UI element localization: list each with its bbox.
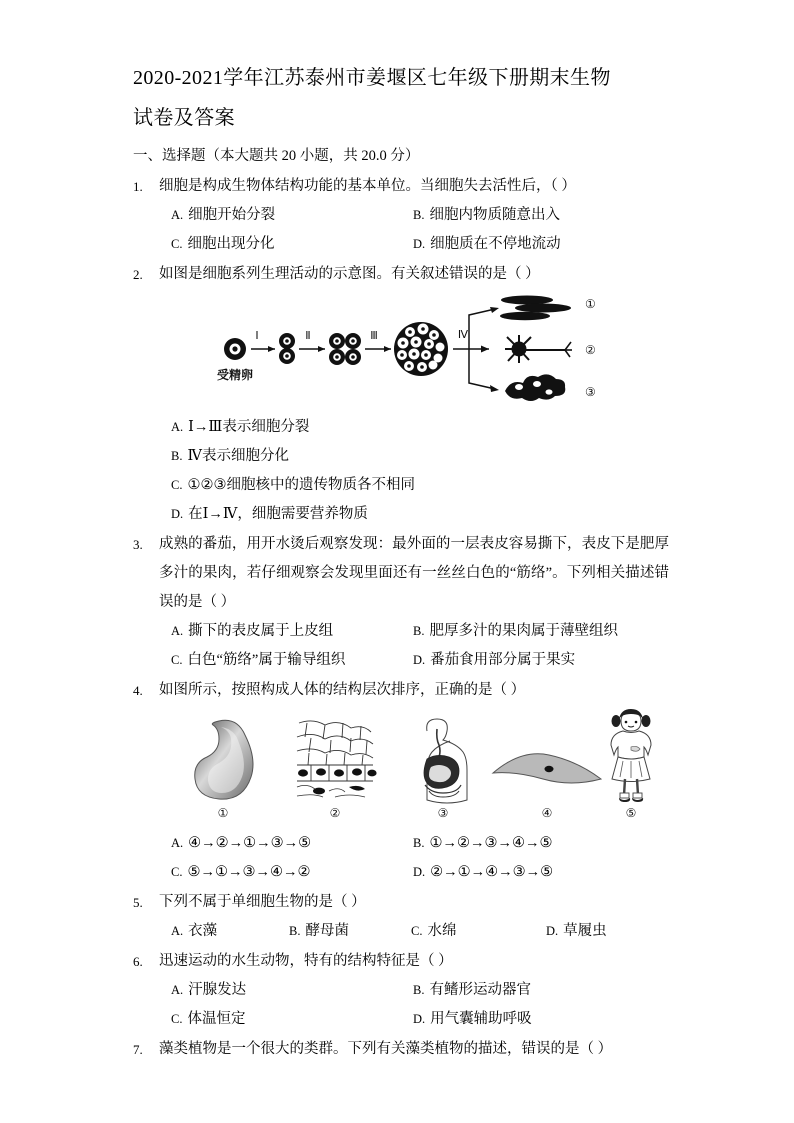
option-row bbox=[171, 917, 669, 946]
question-1 bbox=[133, 172, 669, 259]
option-text: Ⅰ→Ⅲ表示细胞分裂 bbox=[188, 419, 310, 435]
option-label: B. bbox=[413, 208, 425, 222]
option-label: B. bbox=[413, 836, 425, 850]
section-heading: 一、选择题（本大题共 20 小题，共 20.0 分） bbox=[133, 148, 420, 164]
option-d[interactable] bbox=[171, 500, 368, 529]
option-a[interactable] bbox=[171, 617, 333, 646]
option-label: C. bbox=[171, 653, 183, 667]
page-title-line-2: 试卷及答案 bbox=[133, 107, 235, 129]
option-label: A. bbox=[171, 924, 184, 938]
option-row bbox=[171, 500, 669, 529]
muscle-cells-icon bbox=[500, 296, 571, 321]
option-label: B. bbox=[289, 924, 301, 938]
option-row bbox=[171, 230, 669, 259]
option-label: C. bbox=[171, 1012, 183, 1026]
label-circle-3: ③ bbox=[585, 385, 596, 399]
option-label: B. bbox=[413, 624, 425, 638]
question-number: 3. bbox=[133, 537, 143, 552]
label-circle-1: ① bbox=[585, 297, 596, 311]
option-a[interactable] bbox=[171, 413, 309, 442]
nerve-cell-icon bbox=[505, 335, 572, 363]
option-c[interactable] bbox=[171, 1005, 245, 1034]
option-row bbox=[171, 442, 669, 471]
question-number: 4. bbox=[133, 683, 143, 698]
option-b[interactable] bbox=[413, 617, 618, 646]
option-row bbox=[171, 413, 669, 442]
option-label: A. bbox=[171, 983, 184, 997]
option-a[interactable] bbox=[171, 829, 311, 858]
option-c[interactable] bbox=[171, 230, 274, 259]
option-b[interactable] bbox=[413, 976, 531, 1005]
option-row bbox=[171, 201, 669, 230]
question-2 bbox=[133, 260, 669, 529]
two-cell-stage bbox=[279, 333, 295, 364]
option-text: 细胞质在不停地流动 bbox=[430, 236, 561, 252]
svg-text:Ⅲ: Ⅲ bbox=[370, 330, 378, 342]
option-text: 汗腺发达 bbox=[188, 982, 247, 998]
epithelial-cells-icon bbox=[505, 374, 565, 401]
zygote-cell bbox=[224, 338, 246, 360]
option-list bbox=[171, 829, 669, 887]
cell-mass-stage bbox=[394, 322, 448, 376]
arrow-stage-2 bbox=[299, 346, 325, 352]
option-text: 细胞内物质随意出入 bbox=[429, 207, 560, 223]
option-text: 白色“筋络”属于输导组织 bbox=[187, 652, 346, 668]
option-label: C. bbox=[171, 865, 183, 879]
option-text: ④→②→①→③→⑤ bbox=[188, 835, 312, 851]
option-row bbox=[171, 976, 669, 1005]
label-circle-5: ⑤ bbox=[625, 806, 637, 820]
option-text: 撕下的表皮属于上皮组 bbox=[188, 623, 334, 639]
option-d[interactable] bbox=[546, 917, 607, 946]
label-circle-1: ① bbox=[217, 806, 229, 820]
option-row bbox=[171, 617, 669, 646]
question-stem: 成熟的番茄，用开水烫后观察发现：最外面的一层表皮容易撕下，表皮下是肥厚多汁的果肉，若仔细观察会发现里面还有一丝丝白色的“筋络”。下列相关描述错误的是（ ） bbox=[159, 536, 669, 610]
option-row bbox=[171, 829, 669, 858]
option-label: D. bbox=[413, 237, 426, 251]
option-text: 有鳍形运动器官 bbox=[429, 982, 531, 998]
svg-text:Ⅱ: Ⅱ bbox=[305, 330, 311, 342]
option-label: D. bbox=[171, 507, 184, 521]
option-text: ①→②→③→④→⑤ bbox=[429, 835, 553, 851]
option-text: 细胞开始分裂 bbox=[188, 207, 276, 223]
question-stem: 下列不属于单细胞生物的是（ ） bbox=[159, 894, 366, 910]
option-label: D. bbox=[413, 1012, 426, 1026]
label-circle-4: ④ bbox=[541, 806, 553, 820]
option-d[interactable] bbox=[413, 646, 575, 675]
option-label: D. bbox=[413, 653, 426, 667]
option-text: 细胞出现分化 bbox=[187, 236, 275, 252]
option-d[interactable] bbox=[413, 230, 561, 259]
question-number: 1. bbox=[133, 179, 143, 194]
cell-division-differentiation-diagram bbox=[133, 291, 669, 409]
option-row bbox=[171, 471, 669, 500]
label-circle-2: ② bbox=[585, 343, 596, 357]
question-stem: 迅速运动的水生动物，特有的结构特征是（ ） bbox=[159, 953, 453, 969]
option-label: A. bbox=[171, 208, 184, 222]
question-stem: 如图所示，按照构成人体的结构层次排序，正确的是（ ） bbox=[159, 682, 526, 698]
single-cell-icon bbox=[493, 754, 601, 783]
question-stem: 藻类植物是一个很大的类群。下列有关藻类植物的描述，错误的是（ ） bbox=[159, 1041, 613, 1057]
question-number: 2. bbox=[133, 267, 143, 282]
option-list bbox=[171, 201, 669, 259]
option-a[interactable] bbox=[171, 917, 217, 946]
option-text: 酵母菌 bbox=[305, 923, 349, 939]
question-number: 5. bbox=[133, 895, 143, 910]
option-b[interactable] bbox=[413, 829, 552, 858]
option-text: 衣藻 bbox=[188, 923, 218, 939]
digestive-system-icon bbox=[424, 719, 467, 803]
option-text: 体温恒定 bbox=[187, 1011, 246, 1027]
question-number: 7. bbox=[133, 1042, 143, 1057]
option-b[interactable] bbox=[413, 201, 560, 230]
question-3 bbox=[133, 530, 669, 675]
four-cell-stage bbox=[329, 333, 361, 365]
option-label: A. bbox=[171, 624, 184, 638]
option-c[interactable] bbox=[171, 471, 415, 500]
option-label: C. bbox=[171, 478, 183, 492]
question-4 bbox=[133, 676, 669, 887]
option-b[interactable] bbox=[171, 442, 289, 471]
option-text: ①②③细胞核中的遗传物质各不相同 bbox=[187, 477, 415, 493]
option-text: 草履虫 bbox=[563, 923, 607, 939]
option-row bbox=[171, 1005, 669, 1034]
label-circle-3: ③ bbox=[437, 806, 449, 820]
option-text: 番茄食用部分属于果实 bbox=[430, 652, 576, 668]
human-structural-levels-diagram bbox=[133, 707, 669, 827]
option-text: 水绵 bbox=[427, 923, 457, 939]
question-number: 6. bbox=[133, 954, 143, 969]
question-5 bbox=[133, 888, 669, 946]
option-text: 用气囊辅助呼吸 bbox=[430, 1011, 532, 1027]
option-a[interactable] bbox=[171, 201, 275, 230]
option-a[interactable] bbox=[171, 976, 246, 1005]
arrow-stage-1 bbox=[251, 346, 275, 352]
svg-text:Ⅳ: Ⅳ bbox=[457, 329, 469, 341]
stomach-organ-icon bbox=[195, 720, 253, 799]
option-label: C. bbox=[411, 924, 423, 938]
page-title-line-1: 2020-2021学年江苏泰州市姜堰区七年级下册期末生物 bbox=[133, 67, 611, 89]
option-row bbox=[171, 858, 669, 887]
svg-text:Ⅰ: Ⅰ bbox=[255, 330, 259, 342]
question-stem: 细胞是构成生物体结构功能的基本单位。当细胞失去活性后，（ ） bbox=[159, 178, 576, 194]
question-7 bbox=[133, 1035, 669, 1064]
option-label: C. bbox=[171, 237, 183, 251]
figure-caption: 受精卵 bbox=[216, 368, 254, 382]
option-text: 在Ⅰ→Ⅳ，细胞需要营养物质 bbox=[188, 506, 368, 522]
arrow-stage-3 bbox=[365, 346, 391, 352]
label-circle-2: ② bbox=[329, 806, 341, 820]
option-label: A. bbox=[171, 836, 184, 850]
question-6 bbox=[133, 947, 669, 1034]
question-stem: 如图是细胞系列生理活动的示意图。有关叙述错误的是（ ） bbox=[159, 266, 540, 282]
option-c[interactable] bbox=[171, 646, 345, 675]
option-text: Ⅳ表示细胞分化 bbox=[187, 448, 289, 464]
option-label: B. bbox=[171, 449, 183, 463]
option-list bbox=[171, 976, 669, 1034]
option-d[interactable] bbox=[413, 1005, 532, 1034]
option-c[interactable] bbox=[411, 917, 456, 946]
page-title bbox=[133, 58, 669, 138]
option-text: ②→①→④→③→⑤ bbox=[430, 864, 554, 880]
option-d[interactable] bbox=[413, 858, 553, 887]
option-list bbox=[171, 413, 669, 529]
option-label: D. bbox=[546, 924, 559, 938]
option-label: D. bbox=[413, 865, 426, 879]
option-list bbox=[171, 617, 669, 675]
option-label: A. bbox=[171, 420, 184, 434]
option-text: 肥厚多汁的果肉属于薄壁组织 bbox=[429, 623, 618, 639]
option-row bbox=[171, 646, 669, 675]
option-list bbox=[171, 917, 669, 946]
option-c[interactable] bbox=[171, 858, 310, 887]
whole-person-icon bbox=[611, 709, 651, 802]
option-label: B. bbox=[413, 983, 425, 997]
arrow-stage-4 bbox=[453, 346, 489, 353]
option-b[interactable] bbox=[289, 917, 349, 946]
option-text: ⑤→①→③→④→② bbox=[187, 864, 311, 880]
